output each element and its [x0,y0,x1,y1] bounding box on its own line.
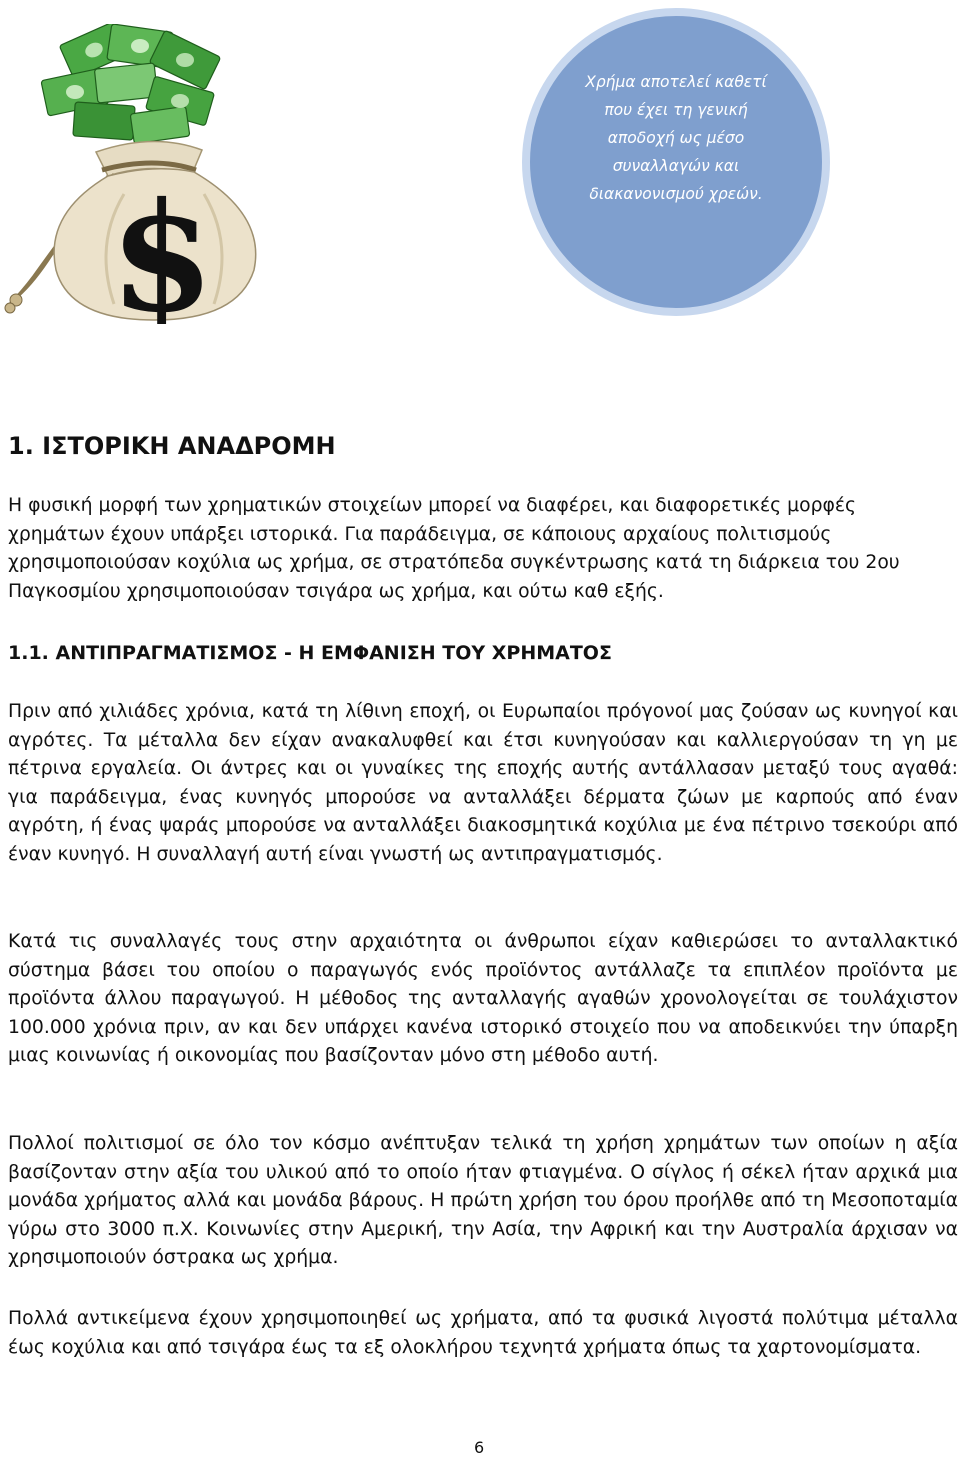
money-bag-dollar-icon [4,24,300,324]
definition-quote: Χρήμα αποτελεί καθετί που έχει τη γενική αποδοχή ως μέσο συναλλαγών και διακανονισμού χρεών. [585,73,767,203]
page-number: 6 [474,1438,485,1457]
commodity-money-paragraph: Πολλοί πολιτισμοί σε όλο τον κόσμο ανέπτυξαν τελικά τη χρήση χρημάτων των οποίων η αξία βασίζονταν στην αξία του υλικού από το οποίο ήταν φτιαγμένα. Ο σίγλος ή σέκελ ήταν αρχικά μια μονάδα χρήματος αλλά και μονάδα βάρους. Η πρώτη χρήση του όρου προήλθε από τη Μεσοποταμία γύρω στο 3000 π.Χ. Κοινωνίες στην Αμερική, την Ασία, την Αφρική και την Αυστραλία άρχισαν να χρησιμοποιούν όστρακα ως χρήμα. [8,1133,958,1269]
svg-text:$: $ [109,170,215,324]
intro-paragraph: Η φυσική μορφή των χρηματικών στοιχείων μπορεί να διαφέρει, και διαφορετικές μορφές χρημάτων έχουν υπάρξει ιστορικά. Για παράδειγμα, σε κάποιους αρχαίους πολιτισμούς χρησιμοποιούσαν κοχύλια ως χρήμα, σε στρατόπεδα συγκέντρωσης κατά τη διάρκεια του 2ου Παγκοσμίου χρησιμοποιούσαν τσιγάρα ως χρήμα, και ούτω καθ εξής. [8,495,900,602]
exchange-system-paragraph: Κατά τις συναλλαγές τους στην αρχαιότητα οι άνθρωποι είχαν καθιερώσει το ανταλλακτικό σύστημα βάσει του οποίου ο παραγωγός ενός προϊόντος αντάλλαζε τα επιπλέον προϊόντα με προϊόντα άλλου παραγωγού. Η μέθοδος της ανταλλαγής αγαθών χρονολογείται σε τουλάχιστον 100.000 χρόνια πριν, αν και δεν υπάρχει κανένα ιστορικό στοιχείο που να αποδεικνύει την ύπαρξη μιας κοινωνίας ή οικονομίας που βασίζονταν μόνο στη μέθοδο αυτή. [8,931,958,1067]
money-objects-paragraph: Πολλά αντικείμενα έχουν χρησιμοποιηθεί ως χρήματα, από τα φυσικά λιγοστά πολύτιμα μέταλλα έως κοχύλια και από τσιγάρα έως τα εξ ολοκλήρου τεχνητά χρήματα όπως τα χαρτονομίσματα. [8,1308,958,1358]
barter-paragraph: Πριν από χιλιάδες χρόνια, κατά τη λίθινη εποχή, οι Ευρωπαίοι πρόγονοί μας ζούσαν ως κυνηγοί και αγρότες. Τα μέταλλα δεν είχαν ανακαλυφθεί και έτσι κυνηγούσαν και καλλιεργούσαν τη γη με πέτρινα εργαλεία. Οι άντρες και οι γυναίκες της εποχής αυτής αντάλλασαν μεταξύ τους αγαθά: για παράδειγμα, ένας κυνηγός μπορούσε να ανταλλάξει δέρματα ζώων με καρπούς από έναν αγρότη, ή ένας ψαράς μπορούσε να ανταλλάξει διακοσμητικά κοχύλια με ένα πέτρινο τσεκούρι από έναν κυνηγό. Η συναλλαγή αυτή είναι γνωστή ως αντιπραγματισμός. [8,701,958,865]
subsection-heading: 1.1. ΑΝΤΙΠΡΑΓΜΑΤΙΣΜΟΣ - Η ΕΜΦΑΝΙΣΗ ΤΟΥ ΧΡΗΜΑΤΟΣ [8,642,612,664]
definition-callout-circle [522,8,830,316]
section-heading: 1. ΙΣΤΟΡΙΚΗ ΑΝΑΔΡΟΜΗ [8,432,336,460]
